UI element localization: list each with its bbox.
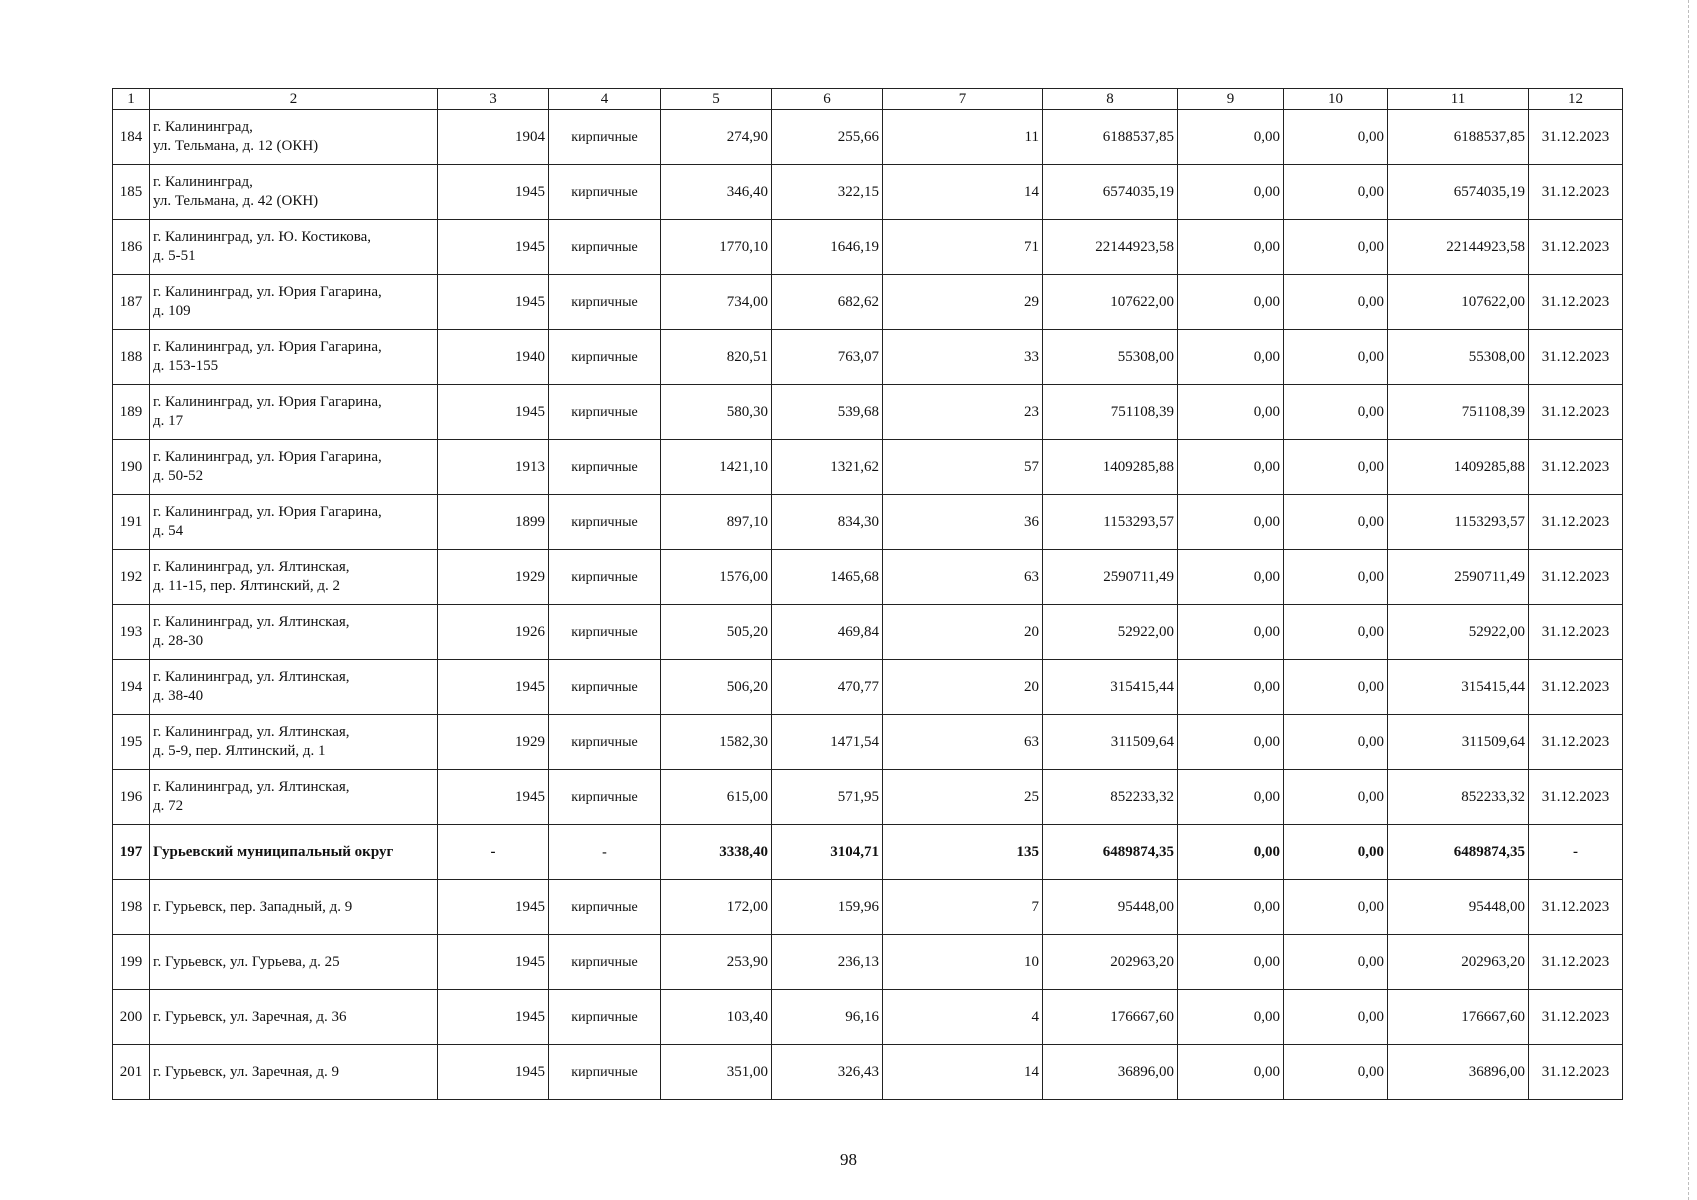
wall-material-cell: кирпичные bbox=[549, 495, 661, 550]
column-header: 5 bbox=[661, 89, 772, 110]
cost-total-cell: 315415,44 bbox=[1043, 660, 1178, 715]
cost-total-cell: 176667,60 bbox=[1043, 990, 1178, 1045]
wall-material-cell: кирпичные bbox=[549, 660, 661, 715]
address-cell: г. Калининград, ул. Тельмана, д. 12 (ОКН) bbox=[150, 110, 438, 165]
year-built-cell: 1904 bbox=[438, 110, 549, 165]
year-built-cell: 1899 bbox=[438, 495, 549, 550]
deadline-date-cell: 31.12.2023 bbox=[1529, 220, 1623, 275]
year-built-cell: 1945 bbox=[438, 770, 549, 825]
budget-funds-cell: 0,00 bbox=[1284, 495, 1388, 550]
budget-funds-cell: 0,00 bbox=[1284, 1045, 1388, 1100]
year-built-cell: 1945 bbox=[438, 660, 549, 715]
table-row bbox=[113, 550, 1623, 605]
row-number-cell: 197 bbox=[113, 825, 150, 880]
area-total-cell: 351,00 bbox=[661, 1045, 772, 1100]
cost-total-cell: 202963,20 bbox=[1043, 935, 1178, 990]
area-living-cell: 326,43 bbox=[772, 1045, 883, 1100]
other-funds-cell: 6489874,35 bbox=[1388, 825, 1529, 880]
table-row bbox=[113, 275, 1623, 330]
other-funds-cell: 315415,44 bbox=[1388, 660, 1529, 715]
budget-funds-cell: 0,00 bbox=[1284, 880, 1388, 935]
address-cell: г. Калининград, ул. Ю. Костикова, д. 5-51 bbox=[150, 220, 438, 275]
year-built-cell: 1929 bbox=[438, 715, 549, 770]
cost-total-cell: 6188537,85 bbox=[1043, 110, 1178, 165]
address-cell: г. Калининград, ул. Ялтинская, д. 72 bbox=[150, 770, 438, 825]
deadline-date-cell: 31.12.2023 bbox=[1529, 770, 1623, 825]
area-living-cell: 1471,54 bbox=[772, 715, 883, 770]
residents-count-cell: 7 bbox=[883, 880, 1043, 935]
column-number-header-row bbox=[113, 89, 1623, 110]
other-funds-cell: 1409285,88 bbox=[1388, 440, 1529, 495]
area-living-cell: 1646,19 bbox=[772, 220, 883, 275]
deadline-date-cell: 31.12.2023 bbox=[1529, 660, 1623, 715]
area-total-cell: 1582,30 bbox=[661, 715, 772, 770]
area-total-cell: 1421,10 bbox=[661, 440, 772, 495]
fund-support-cell: 0,00 bbox=[1178, 880, 1284, 935]
area-total-cell: 172,00 bbox=[661, 880, 772, 935]
column-header: 9 bbox=[1178, 89, 1284, 110]
area-total-cell: 1576,00 bbox=[661, 550, 772, 605]
budget-funds-cell: 0,00 bbox=[1284, 330, 1388, 385]
year-built-cell: 1945 bbox=[438, 990, 549, 1045]
other-funds-cell: 36896,00 bbox=[1388, 1045, 1529, 1100]
row-number-cell: 190 bbox=[113, 440, 150, 495]
area-living-cell: 763,07 bbox=[772, 330, 883, 385]
residents-count-cell: 29 bbox=[883, 275, 1043, 330]
address-cell: г. Гурьевск, ул. Гурьева, д. 25 bbox=[150, 935, 438, 990]
column-header: 10 bbox=[1284, 89, 1388, 110]
budget-funds-cell: 0,00 bbox=[1284, 165, 1388, 220]
column-header: 6 bbox=[772, 89, 883, 110]
residents-count-cell: 23 bbox=[883, 385, 1043, 440]
deadline-date-cell: 31.12.2023 bbox=[1529, 440, 1623, 495]
other-funds-cell: 852233,32 bbox=[1388, 770, 1529, 825]
fund-support-cell: 0,00 bbox=[1178, 330, 1284, 385]
area-living-cell: 1321,62 bbox=[772, 440, 883, 495]
residents-count-cell: 11 bbox=[883, 110, 1043, 165]
table-row bbox=[113, 605, 1623, 660]
area-total-cell: 506,20 bbox=[661, 660, 772, 715]
wall-material-cell: кирпичные bbox=[549, 220, 661, 275]
fund-support-cell: 0,00 bbox=[1178, 770, 1284, 825]
budget-funds-cell: 0,00 bbox=[1284, 715, 1388, 770]
table-row bbox=[113, 220, 1623, 275]
other-funds-cell: 52922,00 bbox=[1388, 605, 1529, 660]
column-header: 3 bbox=[438, 89, 549, 110]
deadline-date-cell: 31.12.2023 bbox=[1529, 715, 1623, 770]
year-built-cell: 1945 bbox=[438, 220, 549, 275]
budget-funds-cell: 0,00 bbox=[1284, 385, 1388, 440]
table-row bbox=[113, 880, 1623, 935]
fund-support-cell: 0,00 bbox=[1178, 1045, 1284, 1100]
area-living-cell: 255,66 bbox=[772, 110, 883, 165]
deadline-date-cell: 31.12.2023 bbox=[1529, 330, 1623, 385]
row-number-cell: 201 bbox=[113, 1045, 150, 1100]
row-number-cell: 185 bbox=[113, 165, 150, 220]
fund-support-cell: 0,00 bbox=[1178, 275, 1284, 330]
table-row bbox=[113, 1045, 1623, 1100]
row-number-cell: 200 bbox=[113, 990, 150, 1045]
wall-material-cell: кирпичные bbox=[549, 770, 661, 825]
cost-total-cell: 22144923,58 bbox=[1043, 220, 1178, 275]
area-living-cell: 834,30 bbox=[772, 495, 883, 550]
wall-material-cell: кирпичные bbox=[549, 1045, 661, 1100]
table-row bbox=[113, 770, 1623, 825]
year-built-cell: 1945 bbox=[438, 385, 549, 440]
wall-material-cell: кирпичные bbox=[549, 990, 661, 1045]
budget-funds-cell: 0,00 bbox=[1284, 770, 1388, 825]
fund-support-cell: 0,00 bbox=[1178, 660, 1284, 715]
address-cell: г. Калининград, ул. Юрия Гагарина, д. 17 bbox=[150, 385, 438, 440]
deadline-date-cell: 31.12.2023 bbox=[1529, 550, 1623, 605]
row-number-cell: 199 bbox=[113, 935, 150, 990]
row-number-cell: 188 bbox=[113, 330, 150, 385]
table-row bbox=[113, 110, 1623, 165]
table-row bbox=[113, 165, 1623, 220]
cost-total-cell: 6489874,35 bbox=[1043, 825, 1178, 880]
budget-funds-cell: 0,00 bbox=[1284, 605, 1388, 660]
deadline-date-cell: 31.12.2023 bbox=[1529, 165, 1623, 220]
residents-count-cell: 71 bbox=[883, 220, 1043, 275]
area-total-cell: 505,20 bbox=[661, 605, 772, 660]
deadline-date-cell: 31.12.2023 bbox=[1529, 495, 1623, 550]
deadline-date-cell: 31.12.2023 bbox=[1529, 1045, 1623, 1100]
deadline-date-cell: - bbox=[1529, 825, 1623, 880]
budget-funds-cell: 0,00 bbox=[1284, 935, 1388, 990]
residents-count-cell: 36 bbox=[883, 495, 1043, 550]
area-total-cell: 897,10 bbox=[661, 495, 772, 550]
deadline-date-cell: 31.12.2023 bbox=[1529, 110, 1623, 165]
column-header: 8 bbox=[1043, 89, 1178, 110]
other-funds-cell: 311509,64 bbox=[1388, 715, 1529, 770]
row-number-cell: 193 bbox=[113, 605, 150, 660]
cost-total-cell: 1153293,57 bbox=[1043, 495, 1178, 550]
table-row bbox=[113, 385, 1623, 440]
column-header: 11 bbox=[1388, 89, 1529, 110]
housing-register-table bbox=[112, 88, 1623, 1100]
other-funds-cell: 22144923,58 bbox=[1388, 220, 1529, 275]
fund-support-cell: 0,00 bbox=[1178, 110, 1284, 165]
fund-support-cell: 0,00 bbox=[1178, 220, 1284, 275]
budget-funds-cell: 0,00 bbox=[1284, 440, 1388, 495]
wall-material-cell: кирпичные bbox=[549, 165, 661, 220]
year-built-cell: 1940 bbox=[438, 330, 549, 385]
fund-support-cell: 0,00 bbox=[1178, 990, 1284, 1045]
address-cell: г. Калининград, ул. Юрия Гагарина, д. 54 bbox=[150, 495, 438, 550]
fund-support-cell: 0,00 bbox=[1178, 825, 1284, 880]
column-header: 12 bbox=[1529, 89, 1623, 110]
year-built-cell: 1913 bbox=[438, 440, 549, 495]
row-number-cell: 184 bbox=[113, 110, 150, 165]
address-cell: г. Калининград, ул. Ялтинская, д. 38-40 bbox=[150, 660, 438, 715]
wall-material-cell: - bbox=[549, 825, 661, 880]
wall-material-cell: кирпичные bbox=[549, 275, 661, 330]
area-living-cell: 539,68 bbox=[772, 385, 883, 440]
area-total-cell: 820,51 bbox=[661, 330, 772, 385]
table-row bbox=[113, 935, 1623, 990]
cost-total-cell: 2590711,49 bbox=[1043, 550, 1178, 605]
table-row bbox=[113, 990, 1623, 1045]
address-cell: Гурьевский муниципальный округ bbox=[150, 825, 438, 880]
scan-edge-line bbox=[1688, 0, 1690, 1200]
district-subtotal-row bbox=[113, 825, 1623, 880]
cost-total-cell: 36896,00 bbox=[1043, 1045, 1178, 1100]
area-living-cell: 571,95 bbox=[772, 770, 883, 825]
residents-count-cell: 57 bbox=[883, 440, 1043, 495]
column-header: 1 bbox=[113, 89, 150, 110]
cost-total-cell: 6574035,19 bbox=[1043, 165, 1178, 220]
area-total-cell: 253,90 bbox=[661, 935, 772, 990]
deadline-date-cell: 31.12.2023 bbox=[1529, 605, 1623, 660]
other-funds-cell: 2590711,49 bbox=[1388, 550, 1529, 605]
year-built-cell: 1945 bbox=[438, 165, 549, 220]
row-number-cell: 192 bbox=[113, 550, 150, 605]
year-built-cell: 1945 bbox=[438, 880, 549, 935]
year-built-cell: 1926 bbox=[438, 605, 549, 660]
cost-total-cell: 1409285,88 bbox=[1043, 440, 1178, 495]
row-number-cell: 195 bbox=[113, 715, 150, 770]
wall-material-cell: кирпичные bbox=[549, 935, 661, 990]
residents-count-cell: 25 bbox=[883, 770, 1043, 825]
cost-total-cell: 52922,00 bbox=[1043, 605, 1178, 660]
wall-material-cell: кирпичные bbox=[549, 880, 661, 935]
address-cell: г. Калининград, ул. Юрия Гагарина, д. 153-155 bbox=[150, 330, 438, 385]
page-number: 98 bbox=[840, 1150, 857, 1169]
other-funds-cell: 6188537,85 bbox=[1388, 110, 1529, 165]
address-cell: г. Гурьевск, ул. Заречная, д. 36 bbox=[150, 990, 438, 1045]
table-row bbox=[113, 330, 1623, 385]
area-total-cell: 615,00 bbox=[661, 770, 772, 825]
area-living-cell: 3104,71 bbox=[772, 825, 883, 880]
fund-support-cell: 0,00 bbox=[1178, 440, 1284, 495]
wall-material-cell: кирпичные bbox=[549, 715, 661, 770]
cost-total-cell: 95448,00 bbox=[1043, 880, 1178, 935]
address-cell: г. Калининград, ул. Тельмана, д. 42 (ОКН) bbox=[150, 165, 438, 220]
deadline-date-cell: 31.12.2023 bbox=[1529, 275, 1623, 330]
fund-support-cell: 0,00 bbox=[1178, 495, 1284, 550]
residents-count-cell: 63 bbox=[883, 715, 1043, 770]
budget-funds-cell: 0,00 bbox=[1284, 110, 1388, 165]
cost-total-cell: 107622,00 bbox=[1043, 275, 1178, 330]
area-living-cell: 159,96 bbox=[772, 880, 883, 935]
budget-funds-cell: 0,00 bbox=[1284, 550, 1388, 605]
wall-material-cell: кирпичные bbox=[549, 550, 661, 605]
residents-count-cell: 135 bbox=[883, 825, 1043, 880]
area-living-cell: 1465,68 bbox=[772, 550, 883, 605]
cost-total-cell: 852233,32 bbox=[1043, 770, 1178, 825]
other-funds-cell: 202963,20 bbox=[1388, 935, 1529, 990]
table-row bbox=[113, 495, 1623, 550]
year-built-cell: 1945 bbox=[438, 275, 549, 330]
year-built-cell: 1929 bbox=[438, 550, 549, 605]
address-cell: г. Калининград, ул. Ялтинская, д. 11-15, пер. Ялтинский, д. 2 bbox=[150, 550, 438, 605]
row-number-cell: 194 bbox=[113, 660, 150, 715]
year-built-cell: - bbox=[438, 825, 549, 880]
residents-count-cell: 20 bbox=[883, 660, 1043, 715]
wall-material-cell: кирпичные bbox=[549, 110, 661, 165]
year-built-cell: 1945 bbox=[438, 1045, 549, 1100]
fund-support-cell: 0,00 bbox=[1178, 715, 1284, 770]
area-total-cell: 274,90 bbox=[661, 110, 772, 165]
cost-total-cell: 751108,39 bbox=[1043, 385, 1178, 440]
residents-count-cell: 10 bbox=[883, 935, 1043, 990]
wall-material-cell: кирпичные bbox=[549, 605, 661, 660]
column-header: 4 bbox=[549, 89, 661, 110]
wall-material-cell: кирпичные bbox=[549, 440, 661, 495]
table-row bbox=[113, 660, 1623, 715]
area-total-cell: 580,30 bbox=[661, 385, 772, 440]
row-number-cell: 187 bbox=[113, 275, 150, 330]
other-funds-cell: 55308,00 bbox=[1388, 330, 1529, 385]
table-row bbox=[113, 715, 1623, 770]
area-living-cell: 469,84 bbox=[772, 605, 883, 660]
budget-funds-cell: 0,00 bbox=[1284, 660, 1388, 715]
row-number-cell: 191 bbox=[113, 495, 150, 550]
address-cell: г. Гурьевск, ул. Заречная, д. 9 bbox=[150, 1045, 438, 1100]
area-living-cell: 236,13 bbox=[772, 935, 883, 990]
fund-support-cell: 0,00 bbox=[1178, 550, 1284, 605]
other-funds-cell: 751108,39 bbox=[1388, 385, 1529, 440]
table-row bbox=[113, 440, 1623, 495]
column-header: 2 bbox=[150, 89, 438, 110]
row-number-cell: 198 bbox=[113, 880, 150, 935]
address-cell: г. Калининград, ул. Ялтинская, д. 5-9, пер. Ялтинский, д. 1 bbox=[150, 715, 438, 770]
table-body bbox=[113, 110, 1623, 1100]
residents-count-cell: 4 bbox=[883, 990, 1043, 1045]
fund-support-cell: 0,00 bbox=[1178, 385, 1284, 440]
fund-support-cell: 0,00 bbox=[1178, 165, 1284, 220]
budget-funds-cell: 0,00 bbox=[1284, 220, 1388, 275]
area-living-cell: 682,62 bbox=[772, 275, 883, 330]
address-cell: г. Гурьевск, пер. Западный, д. 9 bbox=[150, 880, 438, 935]
cost-total-cell: 311509,64 bbox=[1043, 715, 1178, 770]
fund-support-cell: 0,00 bbox=[1178, 605, 1284, 660]
residents-count-cell: 33 bbox=[883, 330, 1043, 385]
other-funds-cell: 6574035,19 bbox=[1388, 165, 1529, 220]
budget-funds-cell: 0,00 bbox=[1284, 990, 1388, 1045]
column-header: 7 bbox=[883, 89, 1043, 110]
residents-count-cell: 14 bbox=[883, 1045, 1043, 1100]
deadline-date-cell: 31.12.2023 bbox=[1529, 990, 1623, 1045]
budget-funds-cell: 0,00 bbox=[1284, 275, 1388, 330]
wall-material-cell: кирпичные bbox=[549, 385, 661, 440]
deadline-date-cell: 31.12.2023 bbox=[1529, 385, 1623, 440]
budget-funds-cell: 0,00 bbox=[1284, 825, 1388, 880]
area-total-cell: 3338,40 bbox=[661, 825, 772, 880]
other-funds-cell: 1153293,57 bbox=[1388, 495, 1529, 550]
other-funds-cell: 107622,00 bbox=[1388, 275, 1529, 330]
area-total-cell: 346,40 bbox=[661, 165, 772, 220]
address-cell: г. Калининград, ул. Юрия Гагарина, д. 109 bbox=[150, 275, 438, 330]
residents-count-cell: 20 bbox=[883, 605, 1043, 660]
area-living-cell: 322,15 bbox=[772, 165, 883, 220]
row-number-cell: 196 bbox=[113, 770, 150, 825]
row-number-cell: 189 bbox=[113, 385, 150, 440]
year-built-cell: 1945 bbox=[438, 935, 549, 990]
other-funds-cell: 176667,60 bbox=[1388, 990, 1529, 1045]
deadline-date-cell: 31.12.2023 bbox=[1529, 935, 1623, 990]
area-total-cell: 103,40 bbox=[661, 990, 772, 1045]
wall-material-cell: кирпичные bbox=[549, 330, 661, 385]
fund-support-cell: 0,00 bbox=[1178, 935, 1284, 990]
other-funds-cell: 95448,00 bbox=[1388, 880, 1529, 935]
area-living-cell: 470,77 bbox=[772, 660, 883, 715]
residents-count-cell: 14 bbox=[883, 165, 1043, 220]
deadline-date-cell: 31.12.2023 bbox=[1529, 880, 1623, 935]
area-living-cell: 96,16 bbox=[772, 990, 883, 1045]
row-number-cell: 186 bbox=[113, 220, 150, 275]
cost-total-cell: 55308,00 bbox=[1043, 330, 1178, 385]
address-cell: г. Калининград, ул. Юрия Гагарина, д. 50-52 bbox=[150, 440, 438, 495]
area-total-cell: 1770,10 bbox=[661, 220, 772, 275]
area-total-cell: 734,00 bbox=[661, 275, 772, 330]
residents-count-cell: 63 bbox=[883, 550, 1043, 605]
address-cell: г. Калининград, ул. Ялтинская, д. 28-30 bbox=[150, 605, 438, 660]
